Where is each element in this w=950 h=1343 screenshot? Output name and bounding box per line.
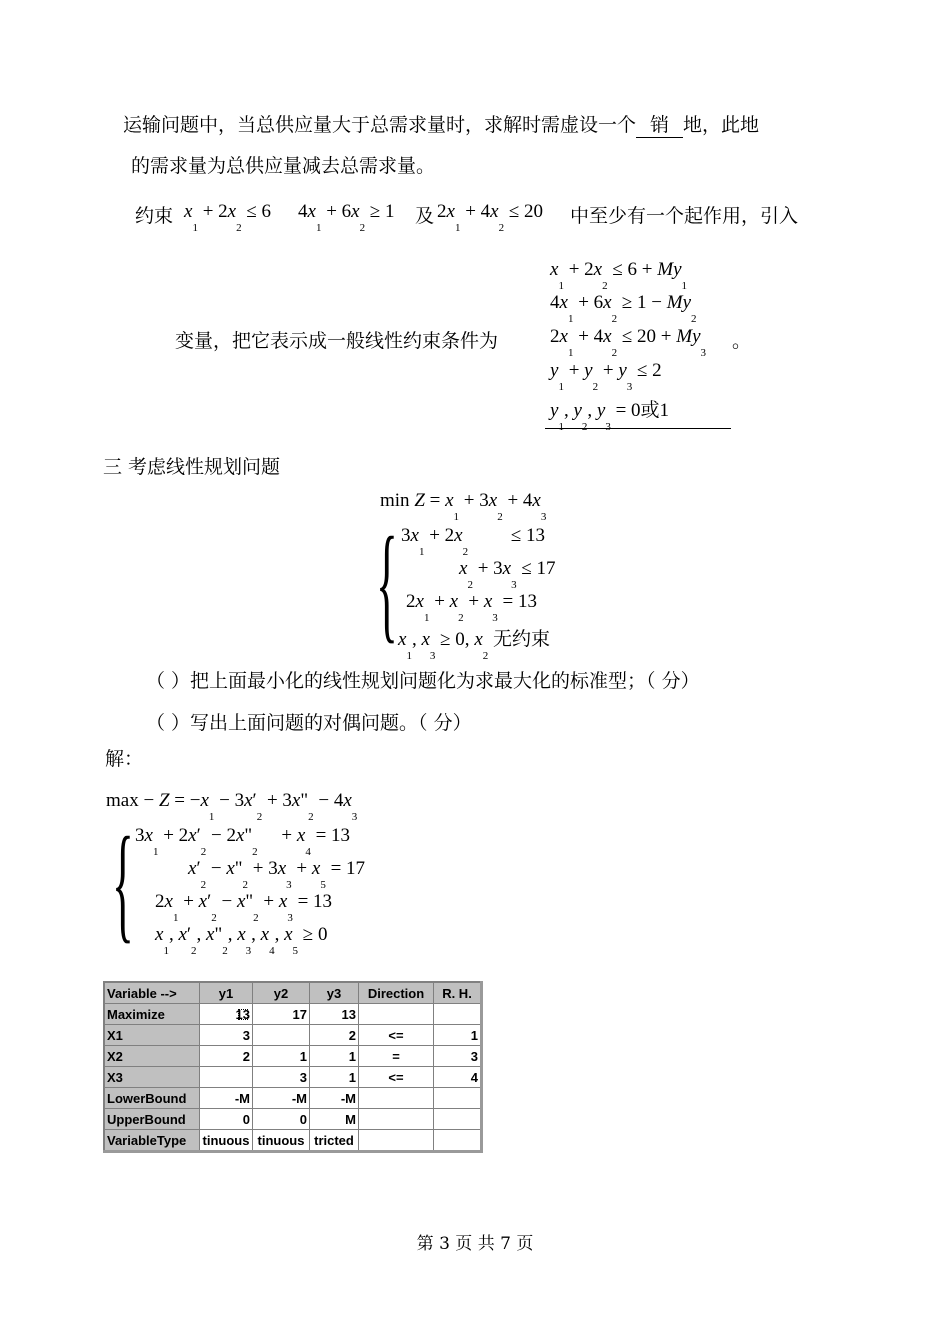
sheet-cell[interactable]: tinuous bbox=[200, 1130, 253, 1152]
sheet-cell[interactable]: 0 bbox=[253, 1109, 310, 1130]
sheet-cell[interactable] bbox=[434, 1088, 482, 1109]
sheet-cell[interactable]: 3 bbox=[253, 1067, 310, 1088]
sheet-cell[interactable] bbox=[434, 1130, 482, 1152]
constraint-prefix: 约束 bbox=[135, 205, 174, 227]
sheet-rowlabel: X3 bbox=[104, 1067, 200, 1088]
sheet-cell[interactable]: 3 bbox=[200, 1025, 253, 1046]
sheet-cell[interactable]: 1 bbox=[310, 1067, 359, 1088]
sheet-cell[interactable]: 4 bbox=[434, 1067, 482, 1088]
sheet-rowlabel: VariableType bbox=[104, 1130, 200, 1152]
sheet-header-y2: y2 bbox=[253, 982, 310, 1004]
sheet-cell[interactable]: -M bbox=[200, 1088, 253, 1109]
sheet-cell[interactable] bbox=[253, 1025, 310, 1046]
sol-constraint-4: $x_1$, $x'_2$, $x"_2$, $x_3$, $x_4$, $x_5 \ge 0$ bbox=[155, 924, 328, 957]
lp-constraint-1: $3x_1 + 2x_2$ ≤ 13 bbox=[401, 525, 546, 558]
sheet-rowlabel: X2 bbox=[104, 1046, 200, 1067]
sheet-cell[interactable]: -M bbox=[253, 1088, 310, 1109]
system-underline bbox=[545, 428, 731, 429]
sheet-row-x3 bbox=[104, 1067, 482, 1088]
sheet-cell[interactable] bbox=[434, 1004, 482, 1025]
constraint-suffix: 中至少有一个起作用，引入 bbox=[570, 205, 799, 227]
sheet-cell[interactable] bbox=[434, 1109, 482, 1130]
sheet-cell[interactable]: -M bbox=[310, 1088, 359, 1109]
sheet-cell[interactable] bbox=[359, 1109, 434, 1130]
sheet-header-direction: Direction bbox=[359, 982, 434, 1004]
constraint-1: $x_1 + 2x_2 \le 6$ bbox=[184, 201, 272, 234]
sheet-cell[interactable]: <= bbox=[359, 1067, 434, 1088]
system-row-1: $x_1 + 2x_2 \le 6 + My_1$ bbox=[550, 259, 688, 292]
para1-text-after: 地，此地 bbox=[683, 114, 760, 136]
para2-line2: 变量，把它表示成一般线性约束条件为 bbox=[175, 330, 499, 352]
sheet-cell[interactable]: tinuous bbox=[253, 1130, 310, 1152]
sheet-cell[interactable]: = bbox=[359, 1046, 434, 1067]
fill-blank: 销 bbox=[636, 110, 683, 138]
section3-heading: 三 考虑线性规划问题 bbox=[103, 456, 281, 478]
sheet-cell[interactable]: 1 bbox=[310, 1046, 359, 1067]
sheet-row-variabletype bbox=[104, 1130, 482, 1152]
sheet-cell[interactable]: M bbox=[310, 1109, 359, 1130]
sheet-row-x1 bbox=[104, 1025, 482, 1046]
question-1: （ ）把上面最小化的线性规划问题化为求最大化的标准型；（ 分） bbox=[146, 670, 700, 692]
sol-constraint-1: $3x_1 + 2x'_2$ − $2x"_2$ + $x_4 = 13$ bbox=[135, 825, 351, 858]
sheet-rowlabel: X1 bbox=[104, 1025, 200, 1046]
constraint-2: $4x_1 + 6x_2 \ge 1$ bbox=[298, 201, 395, 234]
sheet-cell[interactable]: <= bbox=[359, 1025, 434, 1046]
sheet-header-y1: y1 bbox=[200, 982, 253, 1004]
sheet-row-upperbound bbox=[104, 1109, 482, 1130]
system-row-4: $y_1 + y_2 + y_3 \le 2$ bbox=[550, 360, 662, 393]
sheet-cell[interactable]: 1 bbox=[434, 1025, 482, 1046]
sheet-cell[interactable] bbox=[359, 1130, 434, 1152]
lindo-sheet bbox=[103, 981, 483, 1153]
sheet-row-maximize bbox=[104, 1004, 482, 1025]
sheet-cell-selected[interactable]: 13 bbox=[235, 1006, 250, 1022]
constraint-3: $2x_1 + 4x_2 \le 20$ bbox=[437, 201, 544, 234]
sheet-header-row bbox=[104, 982, 482, 1004]
sheet-row-x2 bbox=[104, 1046, 482, 1067]
system-row-3: $2x_1 + 4x_2 \le 20 + My_3$ bbox=[550, 326, 707, 359]
lp-constraint-3: $2x_1 + x_2 + x_3 = 13$ bbox=[406, 591, 537, 624]
lp-constraint-2: $x_2 + 3x_3 \le 17$ bbox=[459, 558, 556, 591]
para2-end: 。 bbox=[732, 330, 752, 352]
sheet-row-lowerbound bbox=[104, 1088, 482, 1109]
sheet-rowlabel: UpperBound bbox=[104, 1109, 200, 1130]
sheet-cell[interactable]: 2 bbox=[310, 1025, 359, 1046]
constraint-intro bbox=[135, 201, 173, 228]
sol-brace: { bbox=[112, 811, 134, 955]
para1-line2: 的需求量为总供应量减去总需求量。 bbox=[131, 155, 436, 177]
sheet-cell[interactable]: 0 bbox=[200, 1109, 253, 1130]
sheet-rowlabel: LowerBound bbox=[104, 1088, 200, 1109]
sol-constraint-3: $2x_1 + x'_2$ − $x"_2 + x_3 = 13$ bbox=[155, 891, 333, 924]
lp-brace: { bbox=[376, 511, 398, 655]
sol-objective: $\max - Z = -x_1 - 3x'_2$ + $3x"_2 - 4x_3$ bbox=[106, 790, 358, 823]
sheet-rowlabel: Maximize bbox=[104, 1004, 200, 1025]
system-row-2: $4x_1 + 6x_2 \ge 1 - My_2$ bbox=[550, 292, 697, 325]
sheet-cell[interactable]: 17 bbox=[253, 1004, 310, 1025]
para1-line1 bbox=[123, 110, 759, 138]
sol-constraint-2: $x'_2$ − $x"_2 + 3x_3 + x_5 = 17$ bbox=[188, 858, 366, 891]
sheet-header-variable: Variable --> bbox=[104, 982, 200, 1004]
sheet-cell[interactable]: 3 bbox=[434, 1046, 482, 1067]
para1-text: 运输问题中，当总供应量大于总需求量时，求解时需虚设一个 bbox=[123, 114, 637, 136]
lp-objective: $\min Z = x_1 + 3x_2 + 4x_3$ bbox=[380, 490, 547, 523]
sheet-cell[interactable] bbox=[359, 1088, 434, 1109]
sheet-cell[interactable] bbox=[359, 1004, 434, 1025]
answer-label: 解： bbox=[105, 748, 144, 770]
sheet-cell[interactable] bbox=[200, 1067, 253, 1088]
sheet-cell[interactable]: tricted bbox=[310, 1130, 359, 1152]
sheet-cell[interactable]: 13 bbox=[310, 1004, 359, 1025]
constraint-3-prefix: 及 bbox=[415, 205, 435, 227]
sheet-header-rhs: R. H. bbox=[434, 982, 482, 1004]
lp-constraint-4: $x_1$, $x_3 \ge 0$, $x_2$ 无约束 bbox=[398, 629, 551, 662]
question-2: （ ）写出上面问题的对偶问题。（ 分） bbox=[146, 712, 472, 734]
sheet-cell[interactable]: 1 bbox=[253, 1046, 310, 1067]
sheet-cell[interactable]: 2 bbox=[200, 1046, 253, 1067]
sheet-header-y3: y3 bbox=[310, 982, 359, 1004]
page-footer: 第 3 页 共 7 页 bbox=[416, 1234, 534, 1254]
system-row-5: $y_1$, $y_2$, $y_3 = 0$或1 bbox=[550, 400, 670, 433]
